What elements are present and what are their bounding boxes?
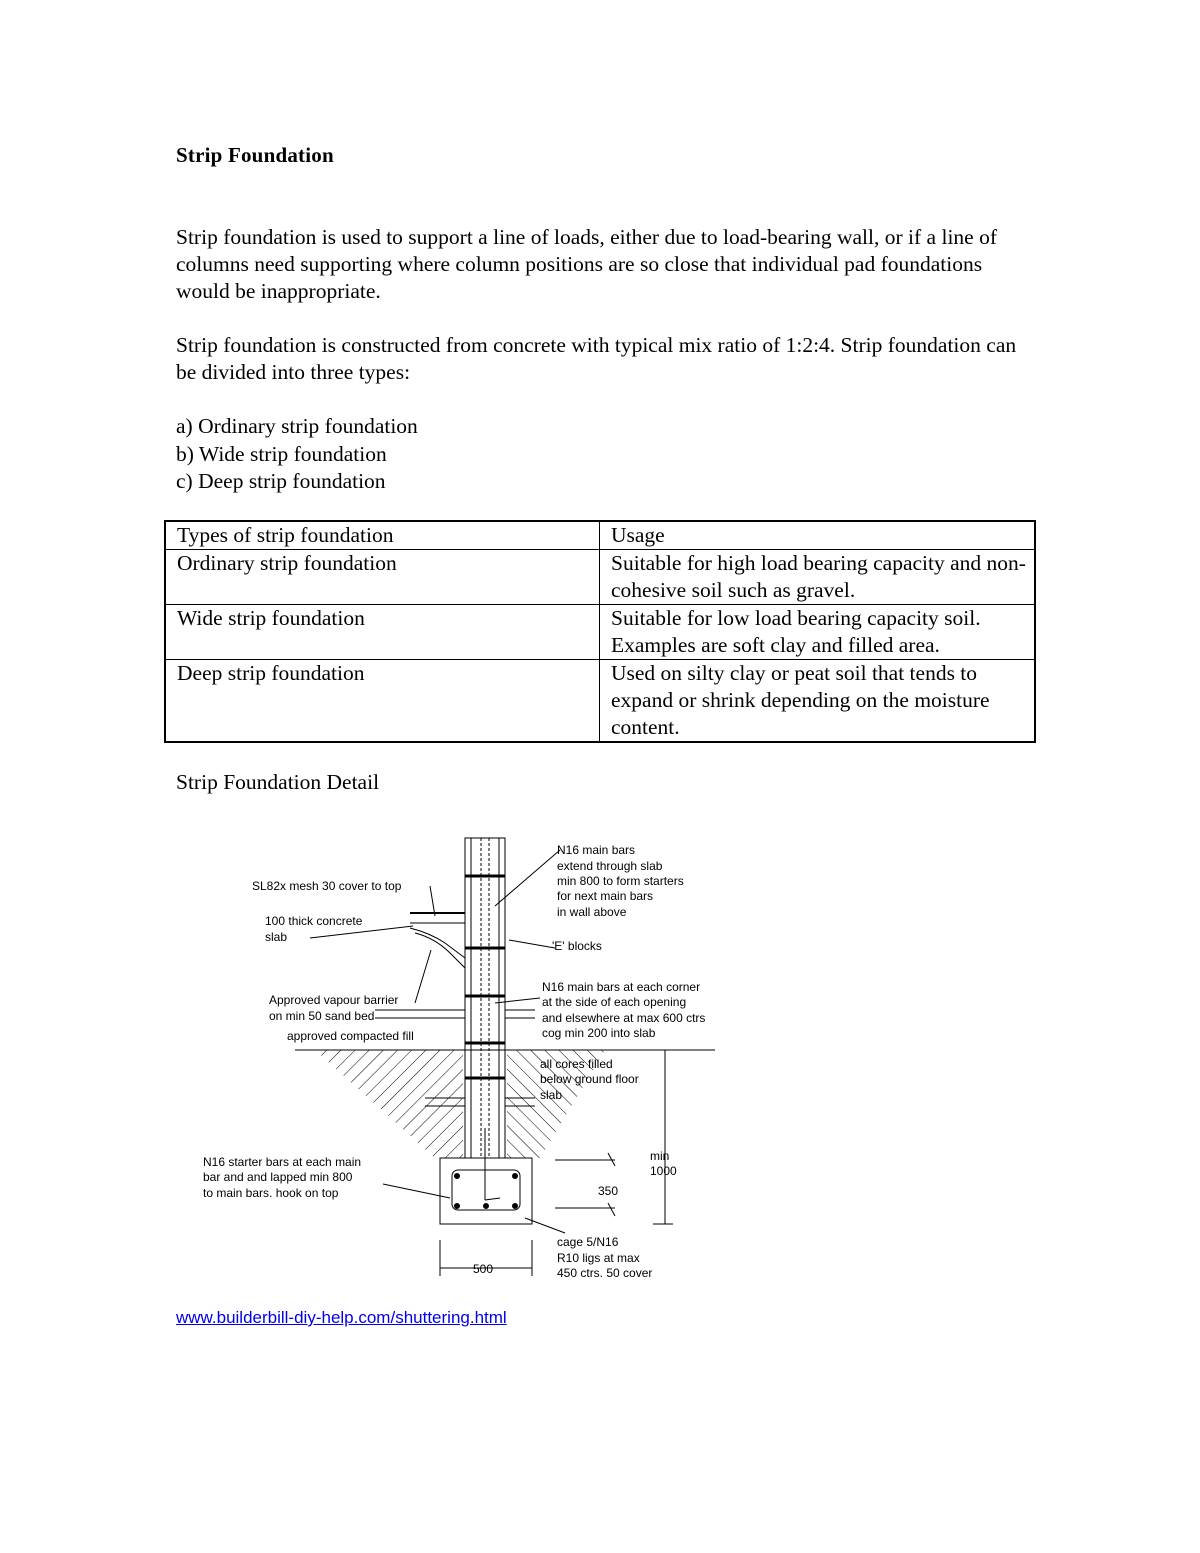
label-n16-main-1: N16 main bars <box>557 843 636 857</box>
table-cell: Wide strip foundation <box>165 605 600 660</box>
label-starter-2: bar and and lapped min 800 <box>203 1170 353 1184</box>
label-n16-main-2: extend through slab <box>557 859 663 873</box>
label-dim-500: 500 <box>473 1262 494 1276</box>
list-item: a) Ordinary strip foundation <box>176 414 418 438</box>
table-cell: Suitable for low load bearing capacity soil. Examples are soft clay and filled area. <box>600 605 1036 660</box>
label-dim-350: 350 <box>598 1184 619 1198</box>
label-e-blocks: 'E' blocks <box>552 939 602 953</box>
label-cores-1: all cores filled <box>540 1057 613 1071</box>
label-corner-3: and elsewhere at max 600 ctrs <box>542 1011 706 1025</box>
label-mesh: SL82x mesh 30 cover to top <box>252 879 402 893</box>
strip-foundation-drawing <box>195 828 735 1288</box>
label-dim-min: min <box>650 1149 670 1163</box>
list-item: b) Wide strip foundation <box>176 441 387 466</box>
label-n16-main-5: in wall above <box>557 905 627 919</box>
list-item: c) Deep strip foundation <box>176 469 386 493</box>
label-cage-3: 450 ctrs. 50 cover <box>557 1266 653 1280</box>
label-cores-3: slab <box>540 1088 563 1102</box>
label-slab-1: 100 thick concrete <box>265 914 363 928</box>
detail-heading: Strip Foundation Detail <box>176 770 380 794</box>
table-cell: Suitable for high load bearing capacity and non-cohesive soil such as gravel. <box>600 550 1036 605</box>
table-row <box>165 550 1035 605</box>
table-cell: Ordinary strip foundation <box>165 550 600 605</box>
table-header-row <box>165 521 1035 550</box>
header-cell-type: Types of strip foundation <box>165 521 600 550</box>
label-cores-2: below ground floor <box>540 1072 639 1086</box>
table-cell: Deep strip foundation <box>165 660 600 743</box>
header-cell-usage: Usage <box>600 521 1036 550</box>
source-link[interactable]: www.builderbill-diy-help.com/shuttering.html <box>176 1308 507 1327</box>
types-list <box>176 413 418 496</box>
soil-hatch-left <box>315 1050 463 1158</box>
label-corner-4: cog min 200 into slab <box>542 1026 656 1040</box>
mix-paragraph: Strip foundation is constructed from concrete with typical mix ratio of 1:2:4. Strip foundation can be divided into three types: <box>176 333 1017 384</box>
label-corner-1: N16 main bars at each corner <box>542 980 701 994</box>
label-cage-2: R10 ligs at max <box>557 1251 640 1265</box>
label-starter-3: to main bars. hook on top <box>203 1186 339 1200</box>
label-dim-1000: 1000 <box>650 1164 677 1178</box>
table-cell: Used on silty clay or peat soil that tends to expand or shrink depending on the moisture content. <box>600 660 1036 743</box>
label-corner-2: at the side of each opening <box>542 995 687 1009</box>
foundation-types-table <box>164 520 1036 743</box>
label-starter-1: N16 starter bars at each main <box>203 1155 362 1169</box>
label-cage-1: cage 5/N16 <box>557 1235 619 1249</box>
block-wall <box>465 838 505 1158</box>
label-n16-main-3: min 800 to form starters <box>557 874 684 888</box>
label-slab-2: slab <box>265 930 288 944</box>
page-title: Strip Foundation <box>176 143 334 167</box>
intro-paragraph: Strip foundation is used to support a line of loads, either due to load-bearing wall, or if a line of columns need supporting where column positions are so close that individual pad foundations would be inappropriate. <box>176 225 997 303</box>
label-vapour-2: on min 50 sand bed <box>269 1009 375 1023</box>
label-n16-main-4: for next main bars <box>557 889 654 903</box>
table-row <box>165 605 1035 660</box>
table-row <box>165 660 1035 743</box>
label-fill: approved compacted fill <box>287 1029 414 1043</box>
label-vapour-1: Approved vapour barrier <box>269 993 399 1007</box>
